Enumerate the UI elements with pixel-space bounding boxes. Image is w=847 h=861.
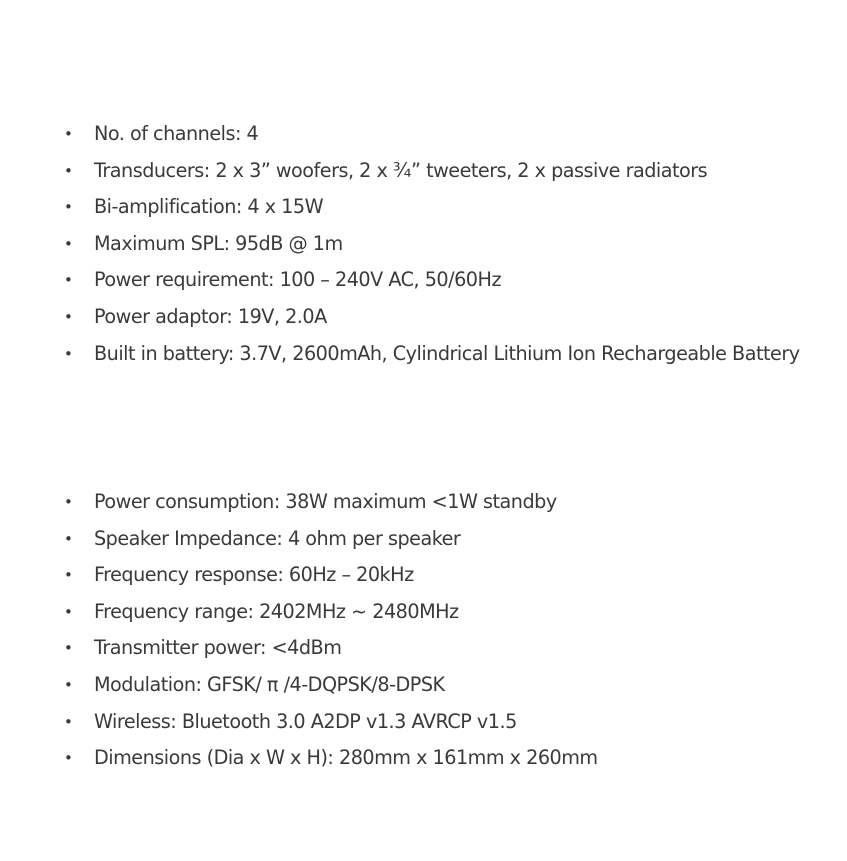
spec-text: Transducers: 2 x 3” woofers, 2 x ¾” tweeters, 2 x passive radiators: [94, 158, 708, 182]
spec-text: Frequency range: 2402MHz ~ 2480MHz: [94, 599, 459, 623]
bullet-icon: •: [64, 493, 73, 511]
bullet-icon: •: [64, 234, 73, 253]
spec-text: Wireless: Bluetooth 3.0 A2DP v1.3 AVRCP v1.5: [94, 709, 517, 733]
bullet-icon: •: [64, 344, 73, 363]
bullet-icon: •: [64, 529, 73, 548]
bullet-icon: •: [64, 125, 73, 143]
bullet-icon: •: [64, 307, 73, 326]
bullet-icon: •: [64, 271, 73, 290]
bullet-icon: •: [64, 675, 73, 694]
spec-text: Frequency response: 60Hz – 20kHz: [94, 563, 414, 587]
spec-text: Dimensions (Dia x W x H): 280mm x 161mm x 260mm: [94, 746, 598, 770]
bullet-icon: •: [64, 602, 73, 621]
bullet-icon: •: [64, 161, 73, 180]
spec-text: Bi-amplification: 4 x 15W: [94, 195, 324, 219]
bullet-icon: •: [64, 566, 73, 585]
spec-text: Maximum SPL: 95dB @ 1m: [94, 231, 343, 255]
bullet-icon: •: [64, 639, 73, 658]
spec-text: Transmitter power: <4dBm: [94, 636, 342, 660]
bullet-icon: •: [64, 749, 73, 768]
spec-text: Power consumption: 38W maximum <1W standby: [94, 490, 557, 513]
bullet-icon: •: [64, 198, 73, 217]
spec-text: No. of channels: 4: [94, 122, 259, 145]
spec-text: Power requirement: 100 – 240V AC, 50/60Hz: [94, 268, 502, 292]
spec-text: Modulation: GFSK/ π /4-DQPSK/8-DPSK: [94, 672, 445, 696]
spec-text: Speaker Impedance: 4 ohm per speaker: [94, 526, 461, 550]
spec-text: Built in battery: 3.7V, 2600mAh, Cylindrical Lithium Ion Rechargeable Battery: [94, 341, 800, 365]
bullet-icon: •: [64, 712, 73, 731]
spec-text: Power adaptor: 19V, 2.0A: [94, 304, 327, 328]
